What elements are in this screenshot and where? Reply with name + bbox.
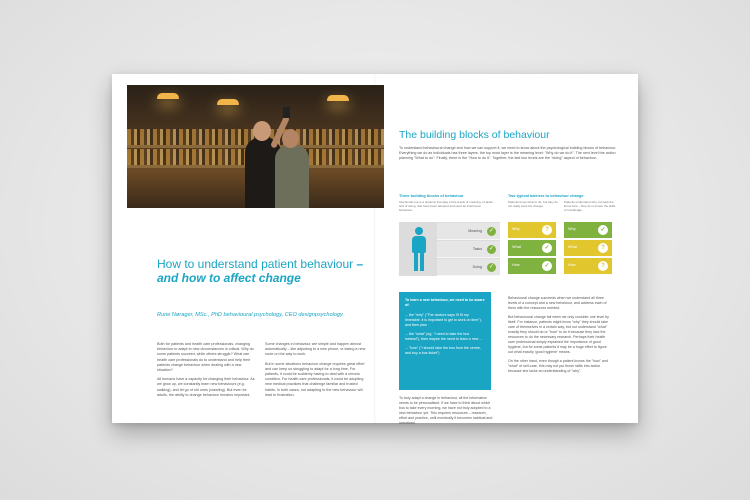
barrier-cell (508, 222, 556, 238)
body-column-3: To truly adapt a change in behaviour, all the information needs to be personalised. If we have to think about which bus to take every morning, we have not truly adopted to a new behaviour yet. This requires resources – research, effort and practice, until eventually it becomes habitual and unnoticed. (399, 396, 493, 425)
article-title-emphasis: – and how to affect change (157, 257, 364, 285)
paragraph: On the other hand, even though a patient knows the "how" and "what" of self-care, this may not put those skills into action because she lacks an understanding of "why". (508, 359, 608, 373)
block-row-doing (437, 259, 500, 276)
cell-label: How (568, 263, 576, 267)
cell-label: Why (512, 227, 520, 231)
callout-item: ... the "what" (eg. "I need to take the bus instead"), then maybe the need to learn a new ... (405, 332, 483, 341)
barrier-cell (508, 258, 556, 274)
barrier-caption-1: Patients know what to do, but they do not really want the change. (508, 200, 558, 208)
blocks-caption: Intentional use is a dynamic interplay of the levels of meaning, of tasks, and of doing, that have been adopted and used as intentional behaviour. (399, 200, 494, 212)
body-column-1 (157, 342, 258, 402)
person-icon (411, 227, 427, 271)
lamp-icon (327, 95, 349, 101)
block-row-tasks (437, 241, 500, 258)
callout-item: ... "how" ("I should take the bus from the centre, and buy a bus ticket") (405, 346, 481, 355)
article-byline: Rune Nørager, MSc., PhD behavioural psychology, CEO designpsychology. (157, 312, 344, 318)
person-figure (275, 145, 309, 208)
body-column-4 (508, 296, 612, 378)
lamp-icon (157, 93, 179, 99)
paragraph: But behavioural change fail when we only consider one level by itself. For instance, patients might know "why" they should take care of themselves in a certain way, but not understand "what" exactly they should do or "how" to do it because they lack the resources to do the necessary research. Perhaps their health care professional simply explained the importance of good hygiene, but for some patients it may be a huge effort to figure out what exactly 'good hygiene' means. (508, 315, 609, 354)
barrier-cell (564, 222, 612, 238)
check-icon: ✓ (598, 225, 608, 235)
callout-box (399, 292, 491, 390)
callout-item: ... the "why" ("The doctors says I'll fit my timetable, it is important to get to work on time"), and then plan (405, 313, 482, 327)
question-icon: ? (598, 261, 608, 271)
barrier-cell (564, 258, 612, 274)
check-icon: ✓ (488, 246, 495, 252)
check-icon: ✓ (542, 261, 552, 271)
cell-label: Why (568, 227, 576, 231)
person-head (282, 129, 299, 148)
cafe-photo (127, 85, 384, 208)
paragraph: All humans have a capacity for changing their behaviour. As we grow up, we constantly learn new behaviours (e.g. walking), and let go of old ones (crawling). But even for adults, the ability to change behaviour remains important. (157, 377, 255, 397)
paragraph: But in some situations behaviour change requires great effort and can keep us struggling to adapt for a long time. For patients, it could be suddenly having to deal with a chronic condition. For health care professionals, it could be adopting new medical practices that challenge familiar and trusted habits. In both cases, not adapting to the new behaviour will lead to frustration. (265, 361, 365, 397)
block-row-meaning (437, 223, 500, 240)
barrier-cell (508, 240, 556, 256)
magazine-spread (112, 74, 638, 423)
block-label: Doing (472, 265, 482, 269)
cell-label: What (512, 245, 521, 249)
article-title-plain: How to understand patient behaviour (157, 257, 354, 271)
barrier-caption-2: Patients understand why, but lack the know-how – they do not have the skills or knowledge. (564, 200, 616, 212)
paragraph: Some changes in behaviour are simple and happen almost automatically – like adjusting to a new phone, or taking a new route on the way to work. (265, 342, 366, 357)
lamp-icon (217, 99, 239, 105)
paragraph: Behavioural change succeeds when we understand all three levels of a concept and a new behaviour, and address each of them with the resources needed. (508, 296, 607, 310)
barrier-cell (564, 240, 612, 256)
check-icon: ✓ (488, 264, 495, 270)
question-icon: ? (598, 243, 608, 253)
section-intro: To understand behavioural change and how we can support it, we need to know about the psychological building blocks of behaviour. Everything we do as individuals has three layers, the top most layer is the meaning level: "Why do we do it". The next level the action planning "What to do". Finally, there is the "How to do it". Together, the last two levels are the "doing" aspect of behaviour. (399, 146, 617, 160)
phone-icon (283, 107, 290, 118)
blocks-heading: Three building blocks of behaviour (399, 193, 464, 198)
block-label: Meaning (468, 229, 482, 233)
check-icon: ✓ (488, 228, 495, 234)
cell-label: What (568, 245, 577, 249)
check-icon: ✓ (542, 243, 552, 253)
paragraph: Both for patients and health care professionals, changing behaviour to adapt to new circumstances is critical. Why do some patients succeed, while others struggle? What can health care professionals do to understand and help their patients change behaviour when dealing with a new situation? (157, 342, 254, 373)
section-title: The building blocks of behaviour (399, 129, 550, 141)
cell-label: How (512, 263, 520, 267)
article-title (157, 257, 375, 285)
callout-heading: To learn a new behaviour, we need to be aware of: (405, 298, 485, 307)
person-head (253, 121, 271, 141)
question-icon: ? (542, 225, 552, 235)
building-blocks-diagram (399, 222, 500, 276)
body-column-2 (265, 342, 366, 402)
barriers-heading: Two typical barriers to behaviour change (508, 193, 584, 198)
block-label: Tasks (472, 247, 482, 251)
